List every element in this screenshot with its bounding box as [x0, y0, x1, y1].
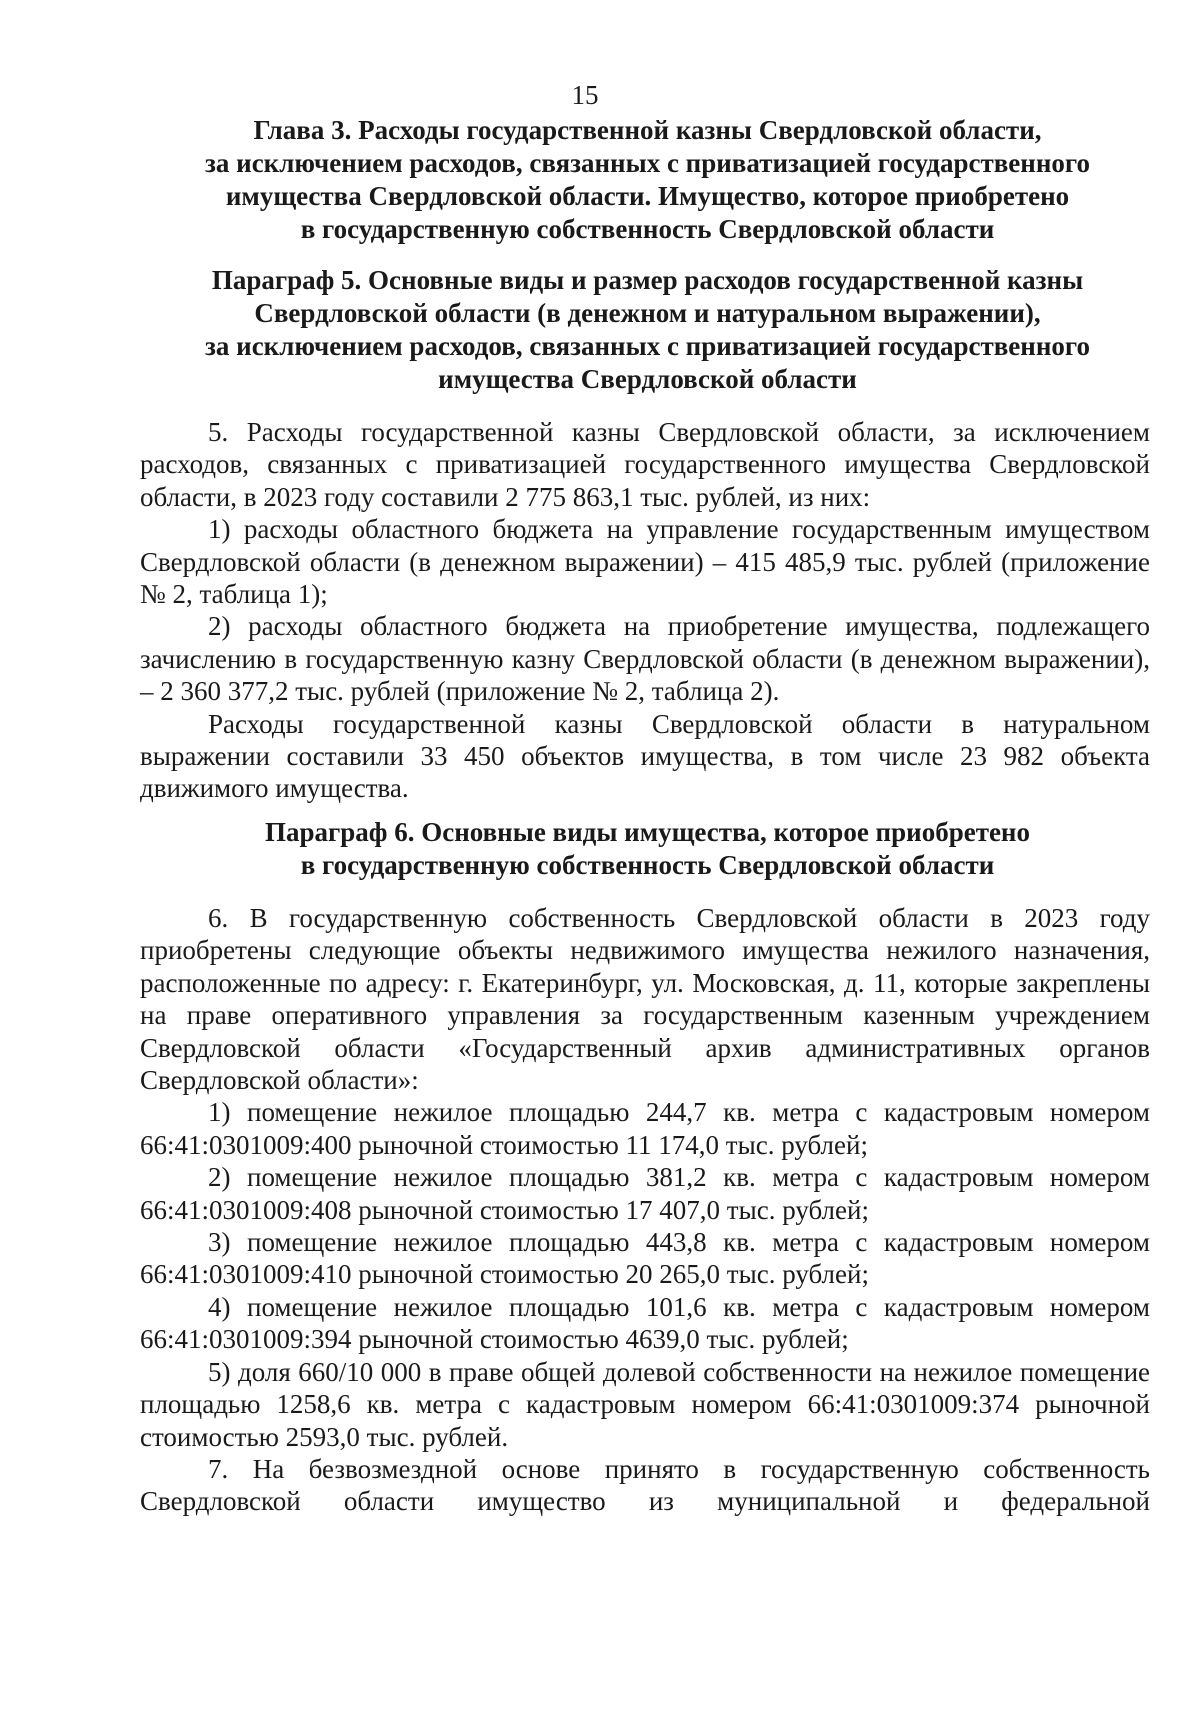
- chapter-heading-line: в государственную собственность Свердловской области: [300, 214, 995, 244]
- paragraph-6-heading-line: в государственную собственность Свердловской области: [300, 850, 995, 880]
- list-item: 4) помещение нежилое площадью 101,6 кв. метра с кадастровым номером 66:41:0301009:394 рыночной стоимостью 4639,0 тыс. рублей;: [140, 1291, 1150, 1355]
- paragraph-5-heading-line: за исключением расходов, связанных с приватизацией государственного: [205, 331, 1090, 361]
- paragraph-5-heading: [140, 264, 1155, 396]
- paragraph-6-heading: [140, 816, 1155, 882]
- list-item: 1) помещение нежилое площадью 244,7 кв. метра с кадастровым номером 66:41:0301009:400 рыночной стоимостью 11 174,0 тыс. рублей;: [140, 1097, 1150, 1160]
- paragraph-5-heading-line: Параграф 5. Основные виды и размер расходов государственной казны: [211, 265, 1084, 295]
- list-item: 3) помещение нежилое площадью 443,8 кв. метра с кадастровым номером 66:41:0301009:410 рыночной стоимостью 20 265,0 тыс. рублей;: [140, 1227, 1150, 1290]
- paragraph-6-body: [140, 902, 1150, 1518]
- chapter-heading-line: за исключением расходов, связанных с приватизацией государственного: [205, 148, 1090, 178]
- chapter-heading-line: имущества Свердловской области. Имущество, которое приобретено: [225, 181, 1070, 211]
- paragraph-5-heading-line: имущества Свердловской области: [438, 364, 857, 394]
- list-item: 1) расходы областного бюджета на управление государственным имуществом Свердловской области (в денежном выражении) – 415 485,9 тыс. рублей (приложение № 2, таблица 1);: [140, 514, 1150, 610]
- list-item: 2) расходы областного бюджета на приобретение имущества, подлежащего зачислению в государственную казну Свердловской области (в денежном выражении), – 2 360 377,2 тыс. рублей (приложение № 2, таблица 2).: [140, 611, 1150, 707]
- list-item: 2) помещение нежилое площадью 381,2 кв. метра с кадастровым номером 66:41:0301009:408 рыночной стоимостью 17 407,0 тыс. рублей;: [140, 1162, 1150, 1225]
- body-paragraph: 5. Расходы государственной казны Свердловской области, за исключением расходов, связанных с приватизацией государственного имущества Свердловской области, в 2023 году составили 2 775 863,1 тыс. рублей, из них:: [140, 417, 1150, 512]
- body-paragraph: 6. В государственную собственность Свердловской области в 2023 году приобретены следующие объекты недвижимого имущества нежилого назначения, расположенные по адресу: г. Екатеринбург, ул. Московская, д. 11, которые закреплены на праве оперативного управления за государственным казенным учреждением Свердловской области «Государственный архив административных органов Свердловской области»:: [140, 903, 1150, 1096]
- chapter-heading: [140, 114, 1155, 246]
- body-paragraph: 7. На безвозмездной основе принято в государственную собственность Свердловской области имущество из муниципальной и федеральной: [140, 1453, 1150, 1517]
- list-item: 5) доля 660/10 000 в праве общей долевой собственности на нежилое помещение площадью 1258,6 кв. метра с кадастровым номером 66:41:0301009:374 рыночной стоимостью 2593,0 тыс. рублей.: [140, 1356, 1150, 1452]
- chapter-heading-line: Глава 3. Расходы государственной казны Свердловской области,: [253, 115, 1042, 145]
- page-number: 15: [571, 80, 599, 110]
- paragraph-6-heading-line: Параграф 6. Основные виды имущества, которое приобретено: [265, 817, 1030, 847]
- paragraph-5-heading-line: Свердловской области (в денежном и натуральном выражении),: [254, 298, 1041, 328]
- paragraph-5-body: [140, 416, 1150, 805]
- body-paragraph: Расходы государственной казны Свердловской области в натуральном выражении составили 33 450 объектов имущества, в том числе 23 982 объекта движимого имущества.: [140, 708, 1150, 804]
